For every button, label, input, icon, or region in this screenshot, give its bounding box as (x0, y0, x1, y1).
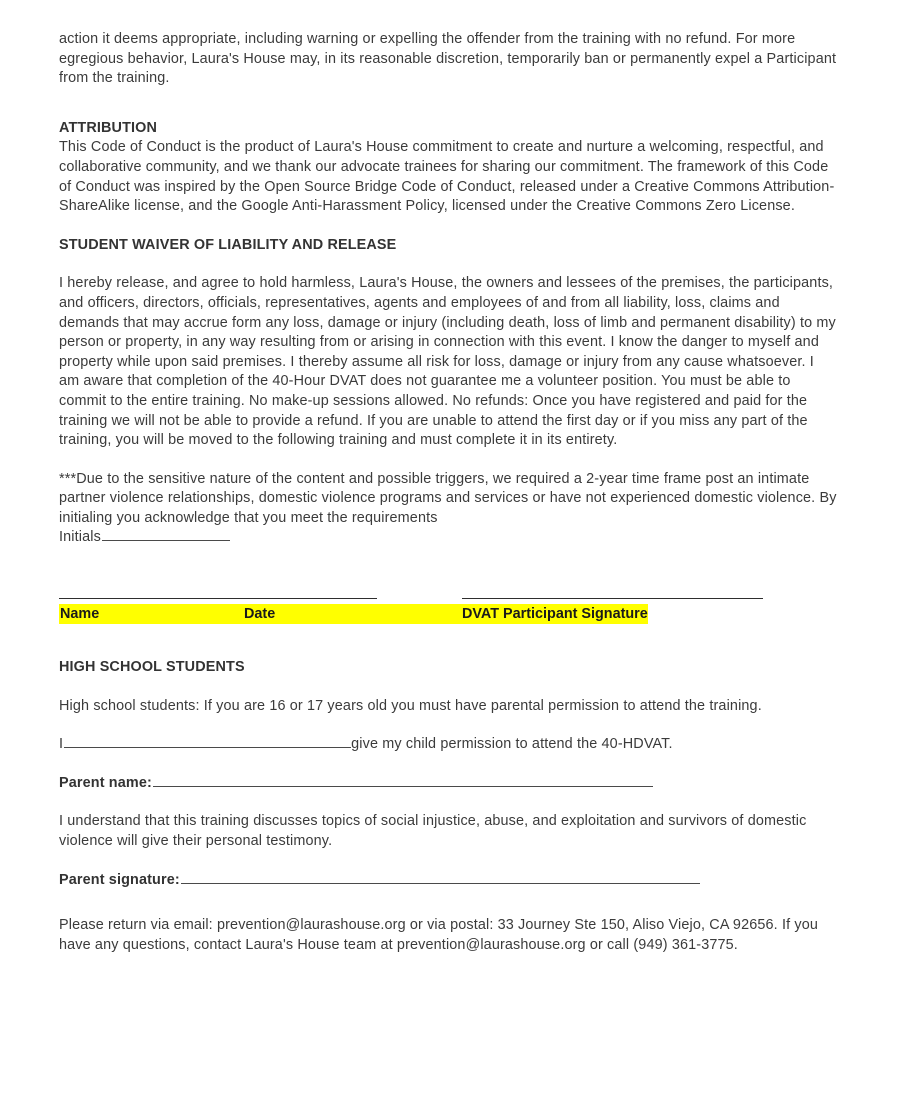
trigger-notice-paragraph (59, 470, 838, 548)
parent-name-label: Parent name: (59, 774, 152, 791)
child-permission-blank-line[interactable] (64, 747, 351, 748)
parent-signature-label: Parent signature: (59, 871, 180, 888)
signature-label-row (59, 604, 838, 626)
parent-signature-blank-line[interactable] (181, 883, 700, 884)
parent-name-blank-line[interactable] (153, 786, 653, 787)
student-waiver-heading: STUDENT WAIVER OF LIABILITY AND RELEASE (59, 236, 397, 253)
participant-signature-blank-line[interactable] (462, 598, 763, 599)
testimony-paragraph: I understand that this training discusses topics of social injustice, abuse, and exploitation and survivors of domestic violence will give their personal testimony. (59, 813, 807, 850)
high-school-students-heading: HIGH SCHOOL STUDENTS (59, 659, 245, 676)
trigger-notice-text: ***Due to the sensitive nature of the content and possible triggers, we required a 2-year time frame post an intimate partner violence relationships, domestic violence programs and services or have not experienced domestic violence. By initialing you acknowledge that you meet the requirements (59, 470, 837, 526)
document-content (59, 30, 838, 955)
spacer (59, 793, 838, 812)
initials-blank-line[interactable] (102, 540, 230, 541)
initials-label: Initials (59, 529, 101, 546)
spacer (59, 628, 838, 658)
date-label: Date (244, 606, 276, 623)
signature-block (59, 588, 838, 628)
spacer (59, 852, 838, 871)
dvat-participant-signature-label: DVAT Participant Signature (462, 606, 648, 623)
spacer (59, 217, 838, 236)
spacer (59, 678, 838, 697)
return-instructions-paragraph: Please return via email: prevention@laurashouse.org or via postal: 33 Journey Ste 150, Aliso Viejo, CA 92656. If you have any questions, contact Laura's House team at prevention@laurashouse.org or call (949) 361-3775. (59, 917, 819, 953)
student-waiver-paragraph: I hereby release, and agree to hold harmless, Laura's House, the owners and lessees of the premises, the participants, and officers, directors, officials, representatives, agents and employees of and from all liability, loss, claims and demands that may accrue form any loss, damage or injury (including death, loss of limb and permanent disability) to my person or property, in any way resulting from or arising in connection with this event. I know the danger to myself and property while upon said premises. I thereby assume all risk for loss, damage or injury from any cause whatsoever. I am aware that completion of the 40-Hour DVAT does not guarantee me a volunteer position. You must be able to commit to the entire training. No make-up sessions allowed. No refunds: Once you have registered and paid for the training we will not be able to provide a refund. If you are unable to attend the first day or if you miss any part of the training, you will be moved to the following training and must complete it in its entirety. (59, 275, 836, 449)
spacer (59, 890, 838, 916)
child-permission-line (59, 735, 838, 755)
attribution-paragraph: This Code of Conduct is the product of Laura's House commitment to create and nurture a welcoming, respectful, and collaborative community, and we thank our advocate trainees for sharing our commitment. The framework of this Code of Conduct was inspired by the Open Source Bridge Code of Conduct, released under a Creative Commons Attribution-ShareAlike license, and the Google Anti-Harassment Policy, licensed under the Creative Commons Zero License. (59, 139, 835, 215)
signature-rule-row (59, 588, 838, 602)
name-date-blank-line[interactable] (59, 598, 377, 599)
spacer (59, 716, 838, 735)
attribution-heading: ATTRIBUTION (59, 119, 158, 136)
parent-signature-line (59, 871, 838, 891)
permission-suffix: give my child permission to attend the 40-HDVAT. (351, 736, 673, 753)
spacer (59, 451, 838, 470)
permission-prefix: I (59, 736, 64, 753)
high-school-intro-paragraph: High school students: If you are 16 or 17 years old you must have parental permission to attend the training. (59, 697, 762, 714)
spacer (59, 755, 838, 774)
opening-paragraph: action it deems appropriate, including warning or expelling the offender from the training with no refund. For more egregious behavior, Laura's House may, in its reasonable discretion, temporarily ban or permanently expel a Participant from the training. (59, 31, 837, 87)
parent-name-line (59, 774, 838, 794)
spacer (59, 89, 838, 119)
name-label: Name (60, 606, 100, 623)
spacer (59, 548, 838, 588)
spacer (59, 255, 838, 274)
